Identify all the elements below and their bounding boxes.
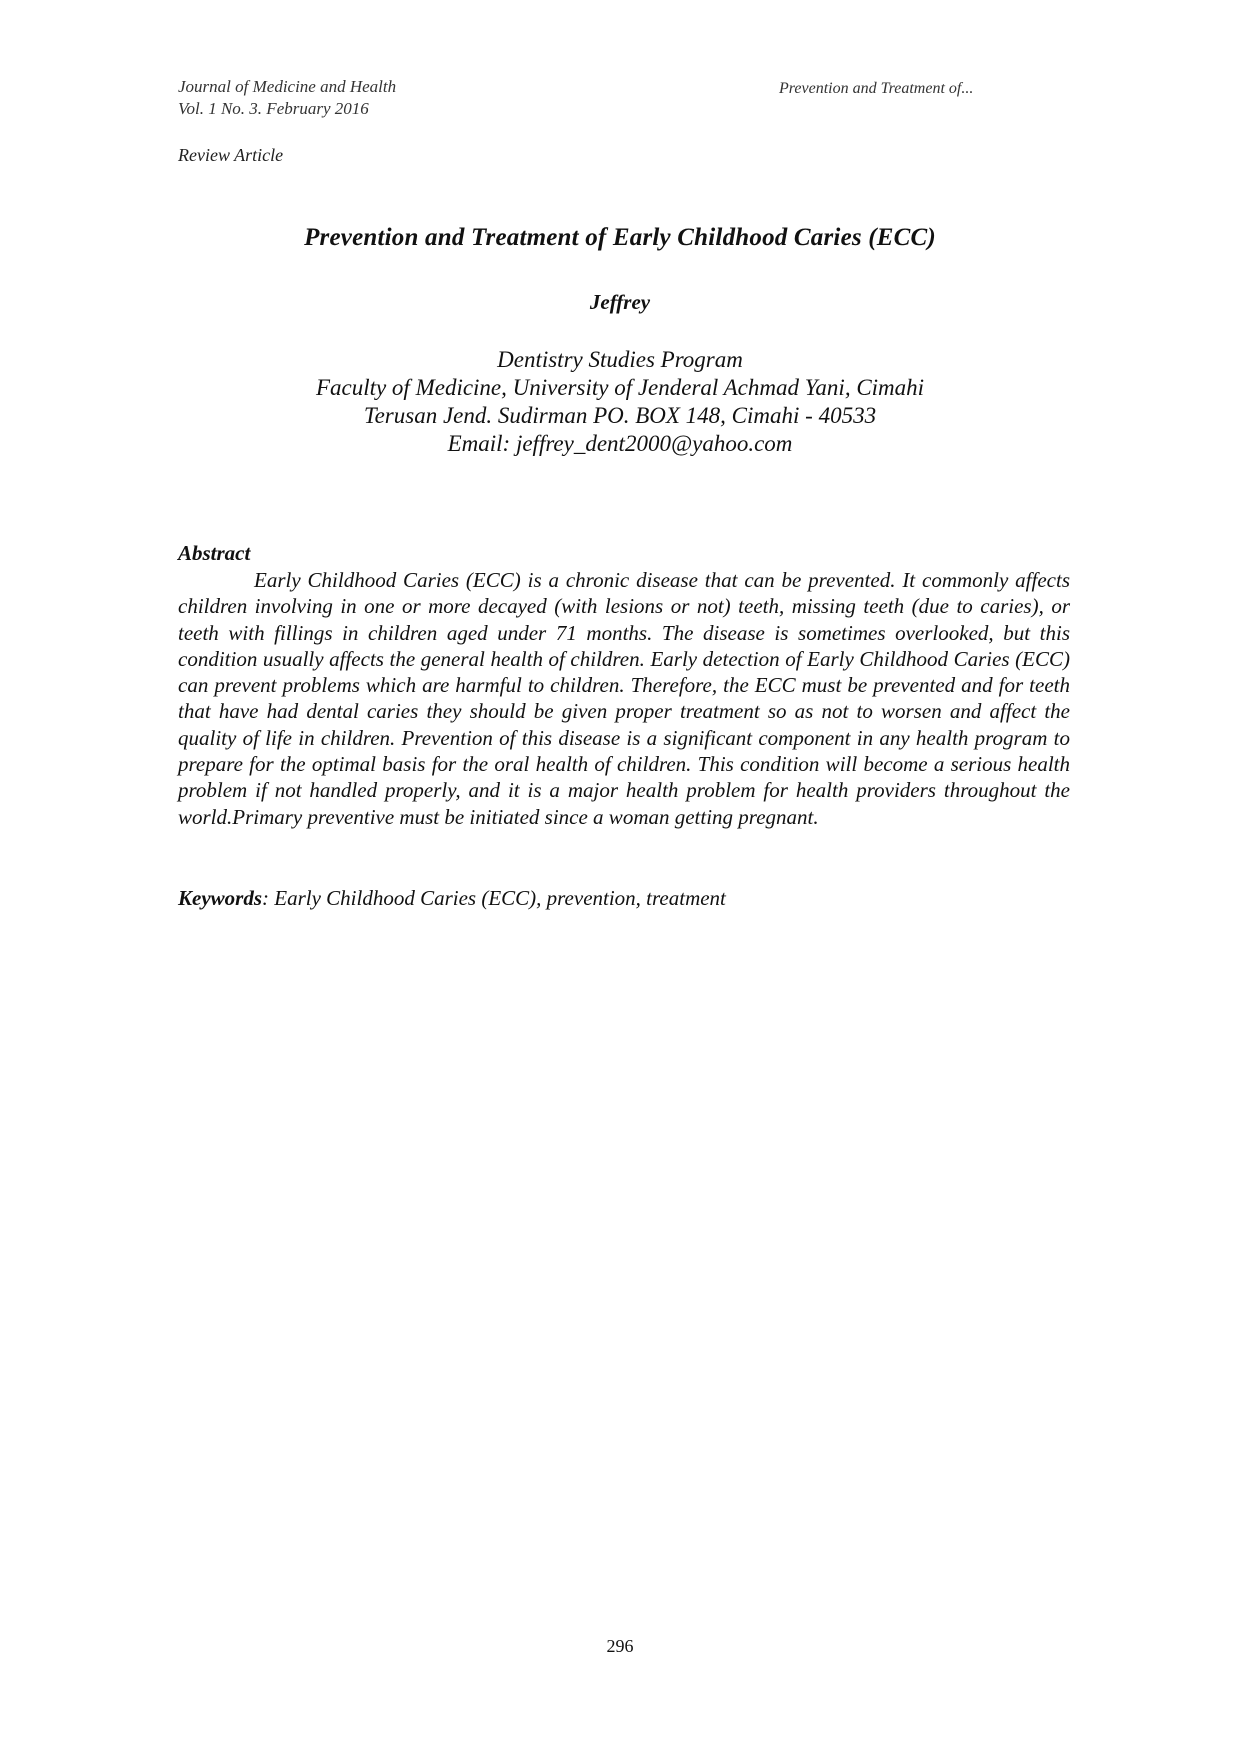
affiliation-email: Email: jeffrey_dent2000@yahoo.com bbox=[447, 431, 793, 456]
affiliation-block bbox=[0, 346, 1240, 458]
paper-title: Prevention and Treatment of Early Childhood Caries (ECC) bbox=[304, 224, 936, 251]
page-number: 296 bbox=[606, 1636, 634, 1656]
keywords-text: : Early Childhood Caries (ECC), prevention, treatment bbox=[262, 886, 726, 910]
affiliation-program: Dentistry Studies Program bbox=[497, 347, 743, 372]
journal-volume: Vol. 1 No. 3. February 2016 bbox=[178, 99, 369, 118]
author-name: Jeffrey bbox=[589, 290, 651, 314]
article-type: Review Article bbox=[178, 145, 284, 165]
journal-name: Journal of Medicine and Health bbox=[178, 77, 397, 96]
abstract-body: Early Childhood Caries (ECC) is a chronic disease that can be prevented. It commonly affects children involving in one or more decayed (with lesions or not) teeth, missing teeth (due to caries), or teeth with fillings in children aged under 71 months. The disease is sometimes overlooked, but this condition usually affects the general health of children. Early detection of Early Childhood Caries (ECC) can prevent problems which are harmful to children. Therefore, the ECC must be prevented and for teeth that have had dental caries they should be given proper treatment so as not to worsen and affect the quality of life in children. Prevention of this disease is a significant component in any health program to prepare for the optimal basis for the oral health of children. This condition will become a serious health problem if not handled properly, and it is a major health problem for health providers throughout the world.Primary preventive must be initiated since a woman getting pregnant. bbox=[178, 568, 1070, 829]
abstract-heading: Abstract bbox=[178, 541, 251, 565]
affiliation-faculty: Faculty of Medicine, University of Jenderal Achmad Yani, Cimahi bbox=[315, 375, 925, 400]
running-title: Prevention and Treatment of... bbox=[779, 80, 974, 97]
keywords-line bbox=[178, 886, 726, 911]
keywords-label: Keywords bbox=[178, 886, 262, 910]
affiliation-address: Terusan Jend. Sudirman PO. BOX 148, Cimahi - 40533 bbox=[363, 403, 877, 428]
